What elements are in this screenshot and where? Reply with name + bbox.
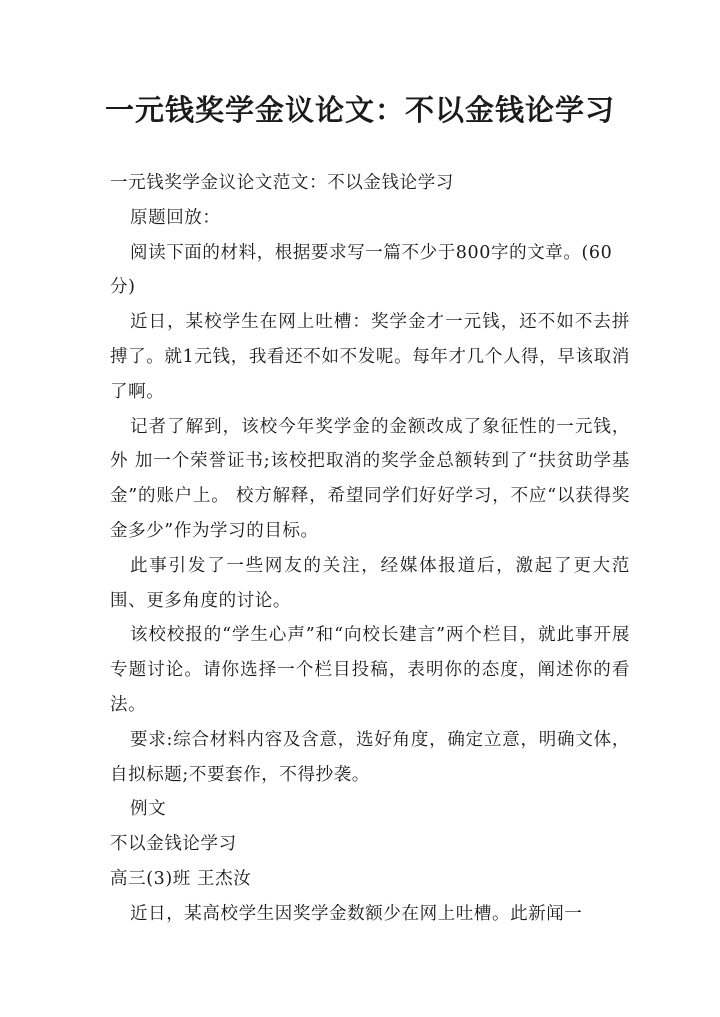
paragraph-subtitle: 一元钱奖学金议论文范文：不以金钱论学习 xyxy=(110,173,454,193)
document-title: 一元钱奖学金议论文：不以金钱论学习 xyxy=(104,93,615,127)
document-body xyxy=(110,166,630,932)
essay-paragraph-1: 近日，某高校学生因奖学金数额少在网上吐槽。此新闻一 xyxy=(130,903,583,924)
paragraph-material-3: 此事引发了一些网友的关注，经媒体报道后，激起了更大范围、更多角度的讨论。 xyxy=(110,555,630,611)
paragraph-material-4: 该校校报的“学生心声”和“向校长建言”两个栏目，就此事开展专题讨论。请你选择一个栏目投稿，表明你的态度，阐述你的看法。 xyxy=(110,625,630,715)
essay-title: 不以金钱论学习 xyxy=(110,834,237,855)
paragraph-original-question: 原题回放： xyxy=(130,207,221,228)
paragraph-instructions: 阅读下面的材料，根据要求写一篇不少于800字的文章。(60分) xyxy=(110,242,613,298)
paragraph-example-label: 例文 xyxy=(130,799,167,820)
essay-author: 高三(3)班 王杰汝 xyxy=(110,868,252,889)
paragraph-requirements: 要求:综合材料内容及含意，选好角度，确定立意，明确文体，自拟标题;不要套作，不得抄袭。 xyxy=(110,729,630,785)
paragraph-material-1: 近日，某校学生在网上吐槽：奖学金才一元钱，还不如不去拼搏了。就1元钱，我看还不如不发呢。每年才几个人得，早该取消了啊。 xyxy=(110,312,630,402)
paragraph-material-2: 记者了解到，该校今年奖学金的金额改成了象征性的一元钱，外 加一个荣誉证书;该校把取消的奖学金总额转到了“扶贫助学基金”的账户上。 校方解释，希望同学们好好学习，不应“以获得奖金多少”作为学习的目标。 xyxy=(110,416,630,541)
